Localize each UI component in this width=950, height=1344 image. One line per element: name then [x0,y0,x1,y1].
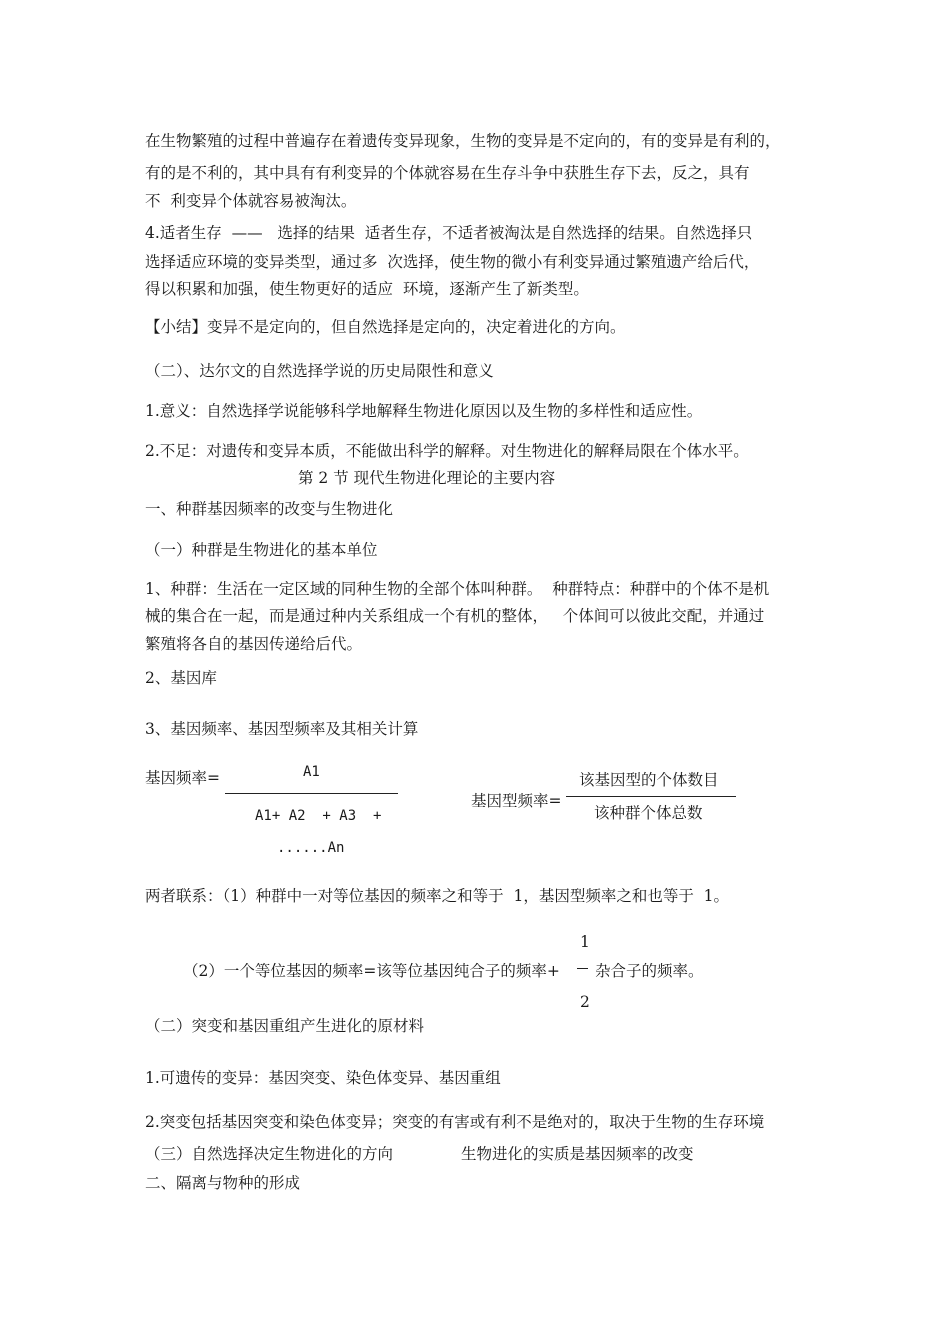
summary-line: 【小结】变异不是定向的，但自然选择是定向的，决定着进化的方向。 [145,318,626,336]
section-heading: （一）种群是生物进化的基本单位 [145,541,378,559]
text-line: 1.意义：自然选择学说能够科学地解释生物进化原因以及生物的多样性和适应性。 [145,402,703,420]
text-line: 选择适应环境的变异类型，通过多 次选择，使生物的微小有利变异通过繁殖遗产给后代， [145,253,760,271]
section-heading: （三）自然选择决定生物进化的方向 [145,1145,394,1163]
genotype-frequency-denominator: 该种群个体总数 [594,804,703,822]
gene-frequency-label: 基因频率= [145,769,220,787]
text-line: 得以积累和加强，使生物更好的适应 环境，逐渐产生了新类型。 [145,280,589,298]
gene-frequency-denominator-continued: ......An [277,840,345,856]
text-line: 2、基因库 [145,669,217,687]
text-line: 2.不足：对遗传和变异本质，不能做出科学的解释。对生物进化的解释局限在个体水平。 [145,442,749,460]
text-line: 在生物繁殖的过程中普遍存在着遗传变异现象，生物的变异是不定向的，有的变异是有利的， [145,132,781,150]
section-heading: （二）、达尔文的自然选择学说的历史局限性和意义 [145,362,494,380]
text-line: 不 利变异个体就容易被淘汰。 [145,192,357,210]
half-numerator: 1 [580,933,590,951]
text-line: 生物进化的实质是基因频率的改变 [461,1145,694,1163]
genotype-frequency-numerator: 该基因型的个体数目 [579,771,719,789]
section-heading: 一、种群基因频率的改变与生物进化 [145,500,394,518]
text-line: 3、基因频率、基因型频率及其相关计算 [145,720,419,738]
text-line: 两者联系：（1）种群中一对等位基因的频率之和等于 1，基因型频率之和也等于 1。 [145,887,730,905]
text-line: 1.可遗传的变异：基因突变、染色体变异、基因重组 [145,1069,501,1087]
half-denominator: 2 [580,993,590,1011]
fraction-bar [225,793,398,794]
gene-frequency-numerator: A1 [303,764,320,780]
text-line: 械的集合在一起，而是通过种内关系组成一个有机的整体， 个体间可以彼此交配，并通过 [145,607,765,625]
text-line: 2.突变包括基因突变和染色体变异；突变的有害或有利不是绝对的，取决于生物的生存环境 [145,1113,765,1131]
gene-frequency-denominator: A1+ A2 + A3 + [255,808,382,824]
section-heading: 二、隔离与物种的形成 [145,1174,301,1192]
text-line: 1、种群：生活在一定区域的同种生物的全部个体叫种群。 种群特点：种群中的个体不是机 [145,580,770,598]
genotype-frequency-label: 基因型频率= [471,792,562,810]
text-line: 杂合子的频率。 [595,962,704,980]
section-heading: （二）突变和基因重组产生进化的原材料 [145,1017,425,1035]
text-line: 有的是不利的，其中具有有利变异的个体就容易在生存斗争中获胜生存下去，反之，具有 [145,164,750,182]
text-line: （2）一个等位基因的频率=该等位基因纯合子的频率+ [183,962,560,980]
fraction-bar [577,968,588,969]
fraction-bar [566,796,736,797]
text-line: 4.适者生存 —— 选择的结果 适者生存，不适者被淘汰是自然选择的结果。自然选择只 [145,224,753,242]
chapter-title: 第 2 节 现代生物进化理论的主要内容 [298,469,556,487]
text-line: 繁殖将各自的基因传递给后代。 [145,635,363,653]
